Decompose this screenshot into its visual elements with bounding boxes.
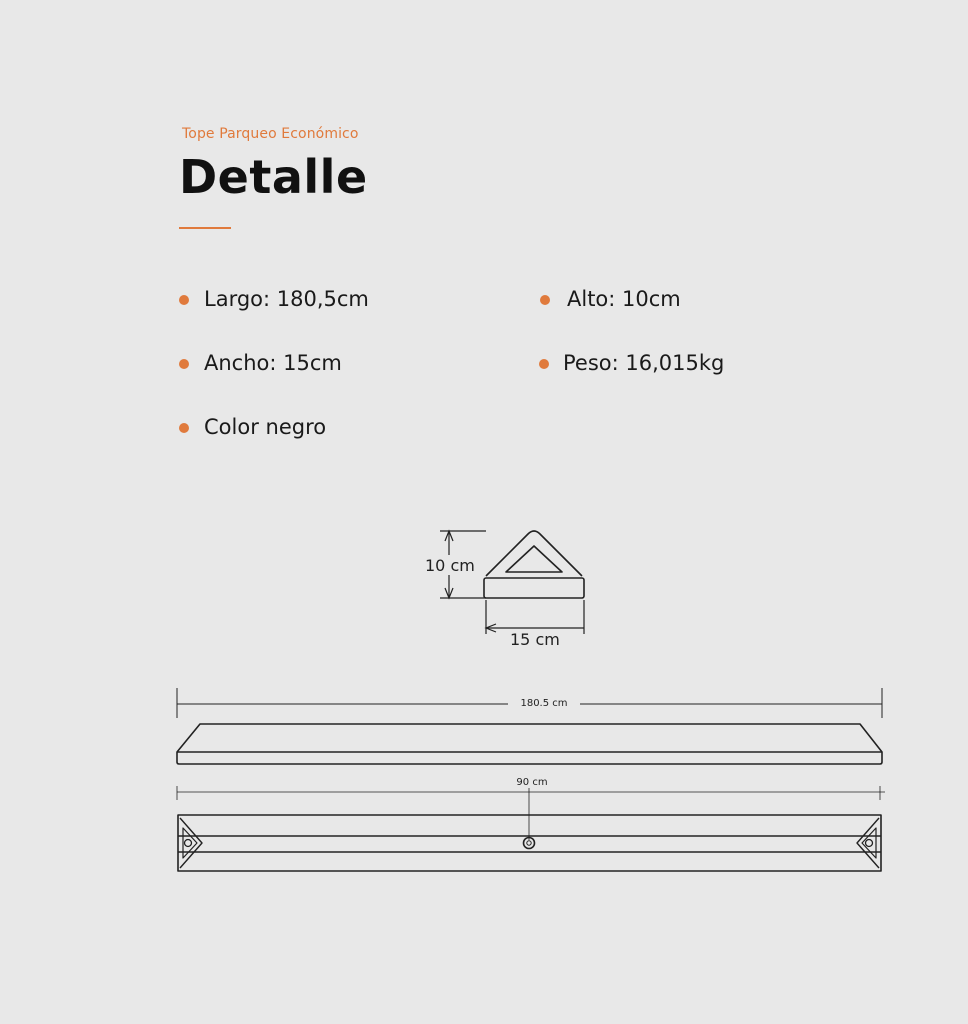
width-dimension-label: 15 cm	[510, 630, 560, 649]
spec-item-label: Largo: 180,5cm	[204, 287, 369, 311]
page-title: Detalle	[179, 150, 368, 204]
spec-item-label: Color negro	[204, 415, 327, 439]
side-elevation-view	[177, 724, 882, 764]
left-bolt-hole-icon	[185, 840, 192, 847]
spec-item-label: Ancho: 15cm	[204, 351, 342, 375]
cross-section-base	[484, 578, 584, 598]
spec-item-label: Peso: 16,015kg	[563, 351, 725, 375]
half-length-dimension	[177, 786, 885, 840]
center-bolt-inner-icon	[527, 841, 531, 845]
right-bolt-hole-icon	[866, 840, 873, 847]
cross-section-view	[484, 531, 584, 598]
half-length-dimension-label: 90 cm	[516, 777, 548, 788]
cross-section-inner-triangle	[506, 546, 562, 572]
spec-item-label: Alto: 10cm	[567, 287, 681, 311]
height-dimension-label: 10 cm	[425, 556, 475, 575]
width-dimension	[486, 600, 584, 634]
length-dimension-label: 180.5 cm	[520, 698, 568, 709]
product-category-label: Tope Parqueo Económico	[182, 126, 359, 142]
cross-section-outer-triangle	[486, 531, 582, 576]
top-plan-view	[178, 815, 881, 871]
